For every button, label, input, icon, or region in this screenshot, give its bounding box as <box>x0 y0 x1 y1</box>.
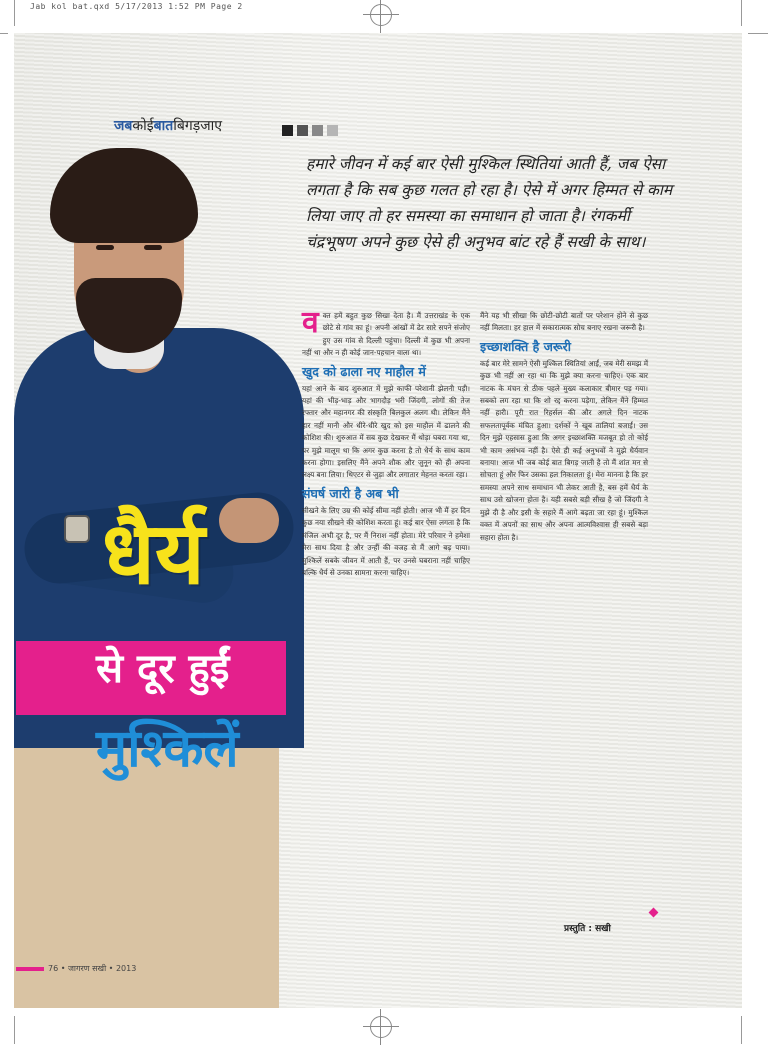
magazine-name: जागरण सखी <box>68 964 107 973</box>
paragraph: सीखने के लिए उम्र की कोई सीमा नहीं होती। आज भी मैं हर दिन कुछ नया सीखने की कोशिश करता हूं। कई बार ऐसा लगता है कि मंजिल अभी दूर है, पर मैं निराश नहीं होता। मेरे परिवार ने हमेशा मेरा साथ दिया है और उन्हीं की वजह से मैं आगे बढ़ पाया। मुश्किलें सबके जीवन में आती हैं, पर उनसे घबराना नहीं चाहिए बल्कि धैर्य से उनका सामना करना चाहिए। <box>302 505 470 577</box>
crop-mark-bottom-left <box>14 1016 15 1044</box>
registration-mark-bottom <box>370 1016 392 1038</box>
registration-mark-top <box>370 4 392 26</box>
issue-year: 2013 <box>115 964 137 973</box>
paragraph: यहां आने के बाद शुरुआत में मुझे काफी परेशानी झेलनी पड़ी। यहां की भीड़-भाड़ और भागदौड़ भरी जिंदगी, लोगों की तेज रफ्तार और महानगर की संस्कृति बिलकुल अलग थी। लेकिन मैंने हार नहीं मानी और धीरे-धीरे खुद को इस माहौल में ढालने की कोशिश की। शुरुआत में सब कुछ देखकर मैं थोड़ा घबरा गया था, पर मुझे मालूम था कि अगर कुछ करना है तो धैर्य के साथ काम करना होगा। इसलिए मैंने अपने शौक और जुनून को ही अपना लक्ष्य बना लिया। थिएटर से जुड़ा और लगातार मेहनत करता रहा। <box>302 383 470 480</box>
footer-accent-bar <box>16 967 44 971</box>
page-number: 76 <box>48 964 59 973</box>
article-column-1 <box>302 305 470 581</box>
hand <box>219 498 279 543</box>
headline-line-1: धैर्य <box>102 504 205 604</box>
headline-line-3: मुश्किलें <box>96 719 239 779</box>
square-1 <box>282 125 293 136</box>
byline: प्रस्तुति : सखी <box>564 924 611 934</box>
series-title-part3: बात <box>153 118 174 134</box>
subheading: संघर्ष जारी है अब भी <box>302 485 399 501</box>
series-title <box>114 116 222 135</box>
subheading: खुद को ढाला नए माहौल में <box>302 363 426 379</box>
series-title-part4: बिगड़जाए <box>173 118 223 134</box>
paragraph: कई बार मेरे सामने ऐसी मुश्किल स्थितियां आईं, जब मेरी समझ में कुछ भी नहीं आ रहा था कि मुझे क्या करना चाहिए। एक बार नाटक के मंचन से ठीक पहले मुख्य कलाकार बीमार पड़ गया। सबको लग रहा था कि शो रद्द करना पड़ेगा, लेकिन मैंने हिम्मत नहीं हारी। पूरी रात रिहर्सल की और अगले दिन नाटक सफलतापूर्वक मंचित हुआ। दर्शकों ने खूब तालियां बजाईं। उस दिन मुझे एहसास हुआ कि अगर इच्छाशक्ति मजबूत हो तो कोई भी काम असंभव नहीं है। ऐसे ही कई अनुभवों ने मुझे धैर्यवान बनाया। आज भी जब कोई बात बिगड़ जाती है तो मैं शांत मन से सोचता हूं और फिर उसका हल निकालता हूं। मेरा मानना है कि हर समस्या अपने साथ समाधान भी लेकर आती है, बस हमें धैर्य के साथ उसे खोजना होता है। यही सबसे बड़ी सीख है जो जिंदगी ने मुझे दी है और इसी के सहारे मैं आगे बढ़ता जा रहा हूं। मुश्किल वक्त में अपनों का साथ और अपना आत्मविश्वास ही सबसे बड़ा सहारा होता है। <box>480 358 648 542</box>
paragraph <box>302 305 470 360</box>
end-mark-icon <box>649 908 659 918</box>
drop-cap: व <box>302 305 319 340</box>
crop-mark-right-top <box>748 33 768 34</box>
hair <box>50 148 198 243</box>
print-slug: Jab kol bat.qxd 5/17/2013 1:52 PM Page 2 <box>30 2 243 11</box>
left-eye <box>96 245 114 250</box>
series-title-part1: जब <box>114 118 133 134</box>
magazine-page <box>14 33 742 1008</box>
paragraph: मैंने यह भी सीखा कि छोटी-छोटी बातों पर परेशान होने से कुछ नहीं मिलता। हर हाल में सकारात्मक सोच बनाए रखना जरूरी है। <box>480 311 648 333</box>
crop-mark-top-left <box>14 0 15 26</box>
page-footer: 76 • जागरण सखी • 2013 <box>16 963 136 974</box>
wristwatch <box>64 515 90 543</box>
square-3 <box>312 125 323 136</box>
series-squares <box>282 121 342 140</box>
article-column-2 <box>480 310 648 546</box>
intro-paragraph: हमारे जीवन में कई बार ऐसी मुश्किल स्थितियां आती हैं, जब ऐसा लगता है कि सब कुछ गलत हो रहा है। ऐसे में अगर हिम्मत से काम लिया जाए तो हर समस्या का समाधान हो जाता है। रंगकर्मी चंद्रभूषण अपने कुछ ऐसे ही अनुभव बांट रहे हैं सखी के साथ। <box>306 155 673 251</box>
subheading: इच्छाशक्ति है जरूरी <box>480 338 571 354</box>
series-title-part2: कोई <box>132 118 154 134</box>
square-2 <box>297 125 308 136</box>
crop-mark-left-top <box>0 33 8 34</box>
crop-mark-top-right <box>741 0 742 26</box>
crop-mark-bottom-right <box>741 1016 742 1044</box>
headline-line-2: से दूर हुईं <box>96 646 230 692</box>
square-4 <box>327 125 338 136</box>
right-eye <box>144 245 162 250</box>
paragraph-text: क्त हमें बहुत कुछ सिखा देता है। मैं उत्तराखंड के एक छोटे से गांव का हूं। अपनी आंखों में ढेर सारे सपने संजोए हुए उस गांव से दिल्ली पहुंचा। दिल्ली में कुछ भी अपना नहीं था और न ही कोई जान-पहचान वाला था। <box>302 311 470 358</box>
